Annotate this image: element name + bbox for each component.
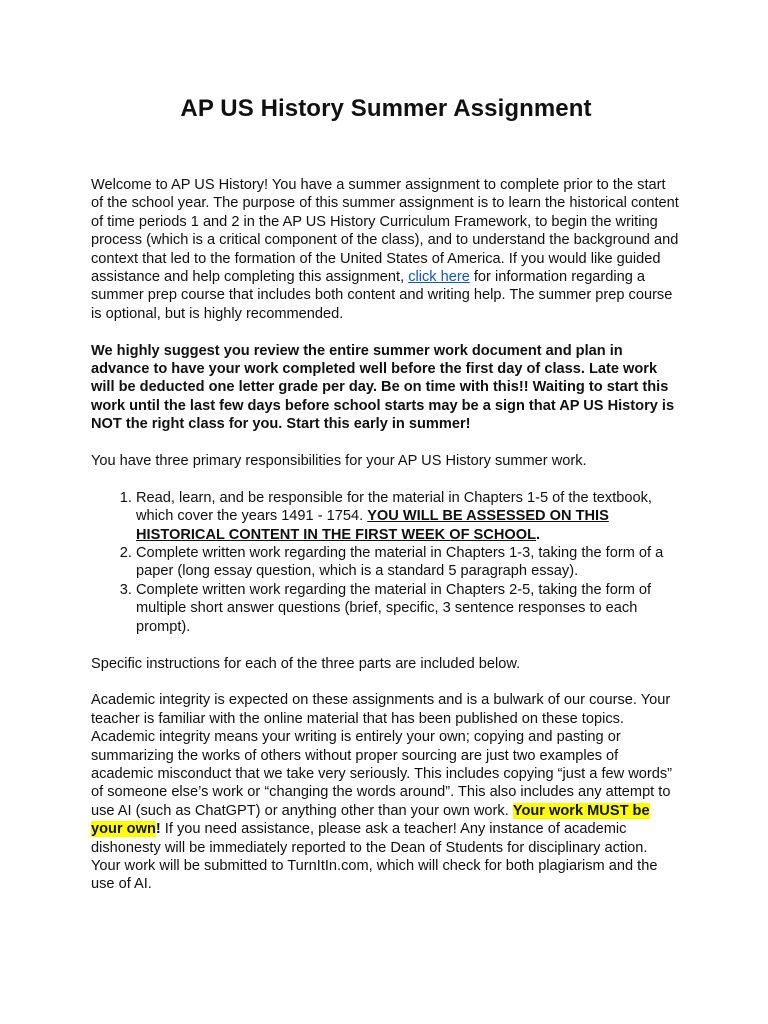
list-item — [136, 489, 679, 544]
intro-text: Welcome to AP US History! You have a summer assignment to complete prior to the start of the school year. The purpose of this summer assignment is to learn the historical content of time periods 1 and 2 in the AP US History Curriculum Framework, to begin the writing process (which is a critical component of the class), and to understand the background and context that led to the formation of the United States of America. If you would like guided assistance and help completing this assignment, — [91, 177, 679, 286]
integrity-text: Academic integrity is expected on these assignments and is a bulwark of our course. Your teacher is familiar with the online material that has been published on these topics. Academic integrity means your writing is entirely your own; copying and pasting or summarizing the works of others without proper sourcing are just two examples of academic misconduct that we take very seriously. This includes copying “just a few words” of someone else’s work or “changing the words around”. This also includes any attempt to use AI (such as ChatGPT) or anything other than your own work. — [91, 692, 673, 819]
summer-prep-link[interactable]: click here — [408, 269, 470, 286]
warning-paragraph: We highly suggest you review the entire summer work document and plan in advance to have your work completed well before the first day of class. Late work will be deducted one letter grade per day. Be on time with this!! Waiting to start this work until the last few days before school starts may be a sign that AP US History is NOT the right class for you. Start this early in summer! — [91, 342, 675, 433]
responsibilities-intro: You have three primary responsibilities for your AP US History summer work. — [91, 453, 587, 470]
highlighted-warning-end: ! — [155, 821, 161, 838]
list-item: 3. Complete written work regarding the material in Chapters 2-5, taking the form of multiple short answer questions (brief, specific, 3 sentence responses to each prompt). — [136, 581, 679, 636]
highlighted-warning: Your work MUST be your own — [91, 802, 650, 838]
intro-text-continued: for information regarding a summer prep course that includes both content and writing help. The summer prep course is optional, but is highly recommended. — [91, 269, 673, 322]
responsibilities-list — [91, 489, 679, 636]
page-title: AP US History Summer Assignment — [180, 95, 592, 122]
intro-paragraph — [91, 176, 679, 323]
item-text: Read, learn, and be responsible for the material in Chapters 1-5 of the textbook, which cover the years 1491 - 1754. — [136, 489, 652, 525]
document-page — [91, 94, 679, 894]
integrity-text-continued: If you need assistance, please ask a teacher! Any instance of academic dishonesty will be immediately reported to the Dean of Students for disciplinary action. Your work will be submitted to TurnItIn.com, which will check for both plagiarism and the use of AI. — [91, 821, 658, 893]
integrity-paragraph — [91, 691, 679, 893]
list-item: 2. Complete written work regarding the material in Chapters 1-3, taking the form of a paper (long essay question, which is a standard 5 paragraph essay). — [136, 544, 679, 581]
instructions-note: Specific instructions for each of the three parts are included below. — [91, 655, 521, 672]
assessment-notice-end: . — [535, 526, 541, 543]
assessment-notice: YOU WILL BE ASSESSED ON THIS HISTORICAL CONTENT IN THE FIRST WEEK OF SCHOOL — [136, 508, 609, 543]
